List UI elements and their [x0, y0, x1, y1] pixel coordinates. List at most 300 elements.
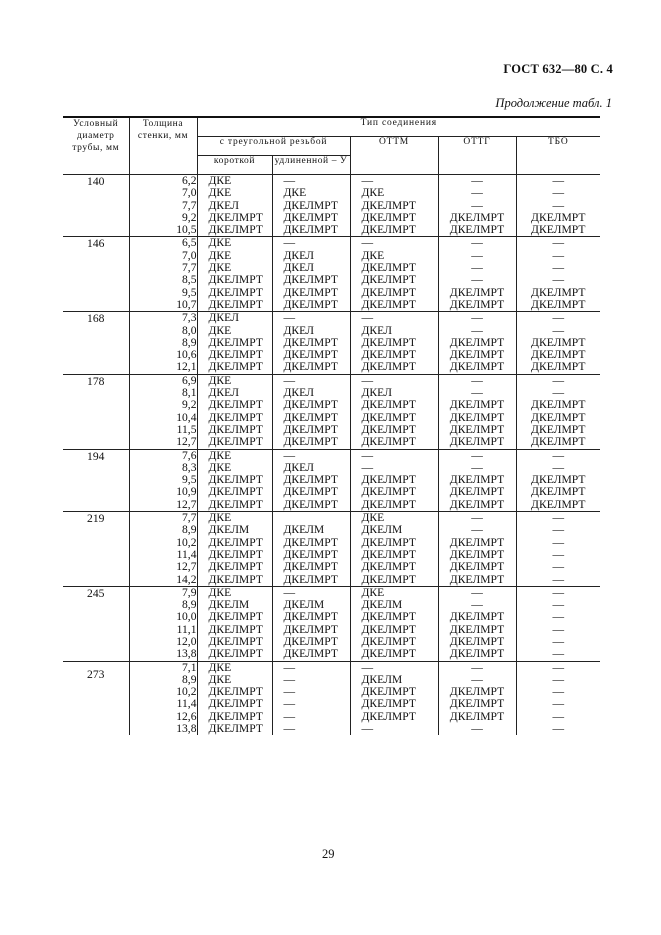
cell-line: ДКЕЛМРТ — [283, 647, 338, 661]
cell-line: ДКЕЛМРТ — [208, 622, 263, 636]
cell-line: ДКЕЛМРТ — [208, 709, 263, 723]
cell-ottg — [438, 512, 516, 587]
cell-line: ДКЕ — [361, 511, 385, 525]
cell-line: — — [471, 448, 483, 462]
cell-line: ДКЕЛМРТ — [208, 497, 263, 511]
cell-line: 8,9 — [182, 523, 197, 537]
cell-short — [197, 237, 272, 312]
cell-line: 8,5 — [182, 273, 197, 287]
page-number: 29 — [322, 847, 335, 861]
cell-line: ДКЕЛМРТ — [361, 398, 416, 412]
cell-ottm — [350, 512, 438, 587]
cell-tbo — [516, 449, 600, 511]
cell-line: ДКЕЛМРТ — [283, 335, 338, 349]
cell-line: — — [283, 448, 296, 462]
cell-line: ДКЕЛМРТ — [531, 473, 586, 487]
cell-line: ДКЕЛМРТ — [208, 560, 263, 574]
cell-ottm — [350, 374, 438, 449]
cell-line: ДКЕ — [361, 186, 385, 200]
cell-line: ДКЕ — [208, 585, 232, 599]
cell-line: 8,9 — [182, 598, 197, 612]
cell-line: — — [361, 722, 374, 736]
cell-line: 6,5 — [182, 236, 197, 250]
cell-line: ДКЕЛМРТ — [361, 685, 416, 699]
column-header-thickness: Толщина стенки, мм — [129, 117, 197, 175]
cell-line: ДКЕЛМРТ — [283, 560, 338, 574]
cell-line: 7,9 — [182, 585, 197, 599]
cell-line: ДКЕЛ — [208, 311, 239, 325]
cell-line: ДКЕЛМРТ — [361, 697, 416, 711]
cell-line: — — [471, 460, 483, 474]
cell-line: — — [552, 448, 565, 462]
cell-extended — [272, 586, 350, 661]
cell-thickness — [129, 449, 197, 511]
cell-line: ДКЕ — [208, 186, 232, 200]
cell-line: — — [552, 186, 565, 200]
cell-tbo — [516, 237, 600, 312]
cell-ottg — [438, 312, 516, 374]
cell-line: — — [283, 373, 296, 387]
cell-line: 13,8 — [176, 647, 197, 661]
cell-line: ДКЕЛМРТ — [361, 198, 416, 212]
table-row-group — [63, 312, 600, 374]
cell-line: ДКЕЛМ — [208, 598, 250, 612]
cell-line: — — [283, 722, 296, 736]
cell-line: — — [552, 535, 565, 549]
cell-line: ДКЕЛМРТ — [531, 422, 586, 436]
cell-line: 8,0 — [182, 323, 197, 337]
cell-line: — — [552, 261, 565, 275]
cell-line: ДКЕЛМ — [361, 598, 403, 612]
table-row — [63, 586, 600, 661]
cell-line: ДКЕЛМРТ — [361, 261, 416, 275]
cell-line: ДКЕ — [208, 672, 232, 686]
cell-line: ДКЕЛМРТ — [208, 435, 263, 449]
cell-line: ДКЕ — [208, 174, 232, 187]
cell-line: — — [552, 460, 565, 474]
pipe-connection-table — [63, 116, 600, 735]
cell-short — [197, 175, 272, 237]
cell-line: — — [283, 660, 296, 674]
cell-line: — — [471, 373, 483, 387]
cell-line: ДКЕЛМРТ — [449, 497, 505, 511]
cell-line: ДКЕЛМРТ — [283, 198, 338, 212]
cell-ottg — [438, 661, 516, 735]
cell-line: ДКЕЛМ — [208, 523, 250, 537]
cell-line: — — [552, 647, 565, 661]
cell-line: 12,0 — [176, 634, 197, 648]
cell-line: 6,9 — [182, 373, 197, 387]
cell-line: ДКЕЛМРТ — [449, 210, 505, 224]
cell-line: ДКЕЛ — [208, 198, 239, 212]
cell-line: 11,4 — [176, 547, 197, 561]
cell-line: 10,9 — [176, 485, 197, 499]
cell-line: ДКЕЛМРТ — [283, 622, 338, 636]
cell-line: ДКЕЛМРТ — [361, 497, 416, 511]
cell-thickness — [129, 312, 197, 374]
cell-line: — — [471, 523, 483, 537]
cell-ottm — [350, 586, 438, 661]
cell-line: ДКЕЛМРТ — [531, 485, 586, 499]
cell-line: 7,1 — [182, 660, 197, 674]
cell-tbo — [516, 175, 600, 237]
cell-line: ДКЕЛМРТ — [449, 360, 505, 374]
cell-line: ДКЕЛМРТ — [361, 709, 416, 723]
cell-line: 10,5 — [176, 223, 197, 237]
cell-line: 7,6 — [182, 448, 197, 462]
cell-line: ДКЕ — [208, 248, 232, 262]
cell-line: ДКЕЛМРТ — [449, 473, 505, 487]
cell-line: — — [552, 248, 565, 262]
cell-extended — [272, 449, 350, 511]
cell-line: — — [552, 685, 565, 699]
cell-line: ДКЕЛМРТ — [283, 422, 338, 436]
cell-line: — — [471, 386, 483, 400]
table-row-group — [63, 586, 600, 661]
cell-line: ДКЕЛМРТ — [361, 547, 416, 561]
cell-line: ДКЕЛМРТ — [449, 647, 505, 661]
cell-tbo — [516, 312, 600, 374]
cell-line: 7,7 — [182, 261, 197, 275]
cell-line: — — [552, 709, 565, 723]
cell-line: — — [552, 697, 565, 711]
cell-line: 11,4 — [176, 697, 197, 711]
table-row — [63, 237, 600, 312]
table-row-group — [63, 374, 600, 449]
cell-line: ДКЕЛМРТ — [449, 297, 505, 311]
table-continuation-caption: Продолжение табл. 1 — [495, 96, 612, 110]
cell-thickness — [129, 661, 197, 735]
cell-line: ДКЕЛМ — [283, 598, 325, 612]
cell-line: 12,7 — [176, 560, 197, 574]
cell-line: ДКЕ — [208, 323, 232, 337]
cell-line: ДКЕЛМ — [361, 672, 403, 686]
cell-line: 11,1 — [176, 622, 197, 636]
cell-extended — [272, 237, 350, 312]
cell-line: — — [552, 386, 565, 400]
cell-line: ДКЕЛМРТ — [531, 497, 586, 511]
cell-line: — — [361, 236, 374, 250]
cell-line: — — [552, 672, 565, 686]
cell-line: ДКЕЛМРТ — [449, 410, 505, 424]
cell-line: ДКЕЛМРТ — [449, 335, 505, 349]
cell-line: 9,2 — [182, 210, 197, 224]
cell-short — [197, 661, 272, 735]
cell-line: — — [471, 323, 483, 337]
cell-line: 13,8 — [176, 722, 197, 736]
cell-line: ДКЕЛМРТ — [361, 572, 416, 586]
cell-line: ДКЕЛМ — [361, 523, 403, 537]
cell-line: 7,7 — [182, 198, 197, 212]
cell-ottg — [438, 586, 516, 661]
cell-line: — — [552, 585, 565, 599]
cell-line: 10,2 — [176, 535, 197, 549]
cell-line: — — [552, 236, 565, 250]
cell-line: ДКЕЛМРТ — [361, 360, 416, 374]
cell-diameter: 146 — [63, 237, 129, 312]
cell-ottg — [438, 175, 516, 237]
cell-line: ДКЕЛМРТ — [361, 335, 416, 349]
cell-line: 10,7 — [176, 297, 197, 311]
cell-line: ДКЕЛМРТ — [361, 473, 416, 487]
cell-line: 7,3 — [182, 311, 197, 325]
cell-tbo — [516, 661, 600, 735]
cell-thickness — [129, 175, 197, 237]
cell-line: ДКЕЛМРТ — [283, 497, 338, 511]
cell-line: — — [552, 174, 565, 187]
cell-line: ДКЕ — [208, 448, 232, 462]
cell-extended — [272, 512, 350, 587]
cell-line: ДКЕЛМРТ — [283, 485, 338, 499]
cell-diameter: 245 — [63, 586, 129, 661]
cell-line: 10,4 — [176, 410, 197, 424]
cell-line: ДКЕЛМРТ — [208, 273, 263, 287]
cell-line: — — [361, 373, 374, 387]
cell-line: ДКЕЛМРТ — [449, 435, 505, 449]
cell-line: 8,9 — [182, 335, 197, 349]
cell-line: — — [471, 311, 483, 325]
cell-line: ДКЕЛМРТ — [531, 297, 586, 311]
table-row — [63, 312, 600, 374]
cell-line: ДКЕЛМРТ — [531, 210, 586, 224]
cell-line: 8,1 — [182, 386, 197, 400]
cell-line: 10,6 — [176, 348, 197, 362]
cell-line: 12,7 — [176, 497, 197, 511]
table-row-group — [63, 449, 600, 511]
cell-line: 12,1 — [176, 360, 197, 374]
cell-line: ДКЕЛМРТ — [449, 348, 505, 362]
cell-diameter: 219 — [63, 512, 129, 587]
cell-line: ДКЕЛМРТ — [283, 398, 338, 412]
cell-line: ДКЕЛМРТ — [283, 273, 338, 287]
cell-line: ДКЕЛ — [283, 386, 314, 400]
cell-line: ДКЕЛМРТ — [208, 398, 263, 412]
cell-line: ДКЕЛМРТ — [208, 410, 263, 424]
cell-line: — — [283, 709, 296, 723]
cell-line: 7,0 — [182, 248, 197, 262]
cell-diameter: 273 — [63, 661, 129, 735]
cell-line: ДКЕЛМРТ — [208, 547, 263, 561]
table-row — [63, 449, 600, 511]
cell-ottm — [350, 661, 438, 735]
cell-line: — — [471, 248, 483, 262]
cell-line: — — [283, 585, 296, 599]
cell-ottg — [438, 237, 516, 312]
cell-line: ДКЕЛМРТ — [361, 560, 416, 574]
cell-line: ДКЕЛМРТ — [208, 285, 263, 299]
cell-line: 9,2 — [182, 398, 197, 412]
cell-line: ДКЕЛМРТ — [361, 297, 416, 311]
cell-line: — — [471, 186, 483, 200]
cell-line: ДКЕЛМРТ — [361, 622, 416, 636]
cell-line: ДКЕЛМРТ — [531, 285, 586, 299]
cell-short — [197, 512, 272, 587]
cell-line: — — [361, 174, 374, 187]
cell-line: 7,7 — [182, 511, 197, 525]
cell-line: 6,2 — [182, 174, 197, 187]
cell-line: ДКЕЛМРТ — [531, 348, 586, 362]
cell-line: ДКЕ — [208, 460, 232, 474]
cell-ottm — [350, 237, 438, 312]
cell-line: ДКЕЛМРТ — [283, 547, 338, 561]
cell-tbo — [516, 512, 600, 587]
cell-line: — — [552, 373, 565, 387]
cell-line: 11,5 — [176, 422, 197, 436]
cell-line: ДКЕЛМРТ — [283, 535, 338, 549]
table-row-group — [63, 237, 600, 312]
cell-line: ДКЕЛМРТ — [208, 223, 263, 237]
cell-diameter: 194 — [63, 449, 129, 511]
cell-line: ДКЕЛМРТ — [283, 634, 338, 648]
cell-extended — [272, 312, 350, 374]
cell-line: — — [552, 722, 565, 736]
cell-line: ДКЕЛМРТ — [449, 285, 505, 299]
cell-line: — — [471, 511, 483, 525]
cell-line: — — [471, 236, 483, 250]
cell-line: ДКЕЛМРТ — [449, 398, 505, 412]
cell-line: — — [283, 174, 296, 187]
document-header: ГОСТ 632—80 С. 4 — [503, 62, 613, 76]
cell-line: ДКЕЛМРТ — [449, 697, 505, 711]
cell-line: — — [552, 273, 565, 287]
cell-line: ДКЕЛМРТ — [208, 485, 263, 499]
cell-line: ДКЕЛМРТ — [283, 435, 338, 449]
cell-line: ДКЕЛМРТ — [283, 348, 338, 362]
cell-line: — — [361, 448, 374, 462]
cell-line: ДКЕ — [208, 511, 232, 525]
cell-line: — — [471, 672, 483, 686]
cell-short — [197, 312, 272, 374]
cell-short — [197, 586, 272, 661]
cell-line: ДКЕЛМРТ — [361, 410, 416, 424]
cell-extended — [272, 661, 350, 735]
cell-line: ДКЕЛМРТ — [361, 210, 416, 224]
cell-ottg — [438, 374, 516, 449]
cell-line: ДКЕЛМРТ — [531, 410, 586, 424]
cell-line: ДКЕЛМРТ — [531, 435, 586, 449]
cell-line: ДКЕЛМРТ — [208, 473, 263, 487]
cell-line: — — [361, 311, 374, 325]
cell-line: 8,9 — [182, 672, 197, 686]
cell-line: — — [471, 660, 483, 674]
cell-line: — — [552, 323, 565, 337]
cell-ottg — [438, 449, 516, 511]
cell-line: ДКЕЛ — [283, 248, 314, 262]
cell-line: ДКЕЛМРТ — [208, 685, 263, 699]
cell-line: ДКЕЛМРТ — [361, 634, 416, 648]
cell-line: ДКЕЛМРТ — [208, 634, 263, 648]
cell-line: 12,7 — [176, 435, 197, 449]
cell-line: — — [552, 634, 565, 648]
cell-line: — — [552, 547, 565, 561]
cell-line: ДКЕ — [208, 236, 232, 250]
cell-line: — — [552, 610, 565, 624]
cell-line: — — [552, 311, 565, 325]
table-row — [63, 512, 600, 587]
cell-line: ДКЕЛМРТ — [449, 572, 505, 586]
cell-line: 10,0 — [176, 610, 197, 624]
cell-ottm — [350, 175, 438, 237]
cell-line: — — [283, 311, 296, 325]
cell-line: — — [471, 585, 483, 599]
cell-line: ДКЕ — [361, 248, 385, 262]
cell-line: — — [471, 261, 483, 275]
cell-line: ДКЕЛМРТ — [531, 398, 586, 412]
cell-diameter: 178 — [63, 374, 129, 449]
cell-line: 9,5 — [182, 285, 197, 299]
cell-line: ДКЕЛМРТ — [283, 210, 338, 224]
cell-line: — — [552, 572, 565, 586]
cell-line: ДКЕЛМРТ — [283, 572, 338, 586]
cell-line: ДКЕЛМРТ — [208, 722, 263, 736]
cell-tbo — [516, 374, 600, 449]
cell-line: ДКЕЛ — [208, 386, 239, 400]
cell-thickness — [129, 237, 197, 312]
table-row — [63, 374, 600, 449]
cell-line: — — [283, 697, 296, 711]
cell-line: — — [552, 560, 565, 574]
cell-line: ДКЕЛ — [283, 261, 314, 275]
column-header-tbo: ТБО — [516, 137, 600, 175]
table-row — [63, 175, 600, 237]
cell-extended — [272, 175, 350, 237]
cell-line: ДКЕЛМРТ — [361, 647, 416, 661]
cell-thickness — [129, 512, 197, 587]
column-header-triangular-thread: с треугольной резьбой — [197, 137, 350, 156]
cell-line: ДКЕЛМРТ — [208, 572, 263, 586]
column-header-extended: удлиненной – У — [272, 156, 350, 175]
cell-extended — [272, 374, 350, 449]
cell-line: ДКЕЛМРТ — [449, 560, 505, 574]
cell-line: ДКЕЛМРТ — [361, 273, 416, 287]
cell-line: ДКЕЛМРТ — [361, 610, 416, 624]
cell-line: ДКЕЛМРТ — [531, 335, 586, 349]
cell-line: ДКЕЛМРТ — [449, 547, 505, 561]
cell-ottm — [350, 449, 438, 511]
cell-line: ДКЕЛМРТ — [208, 348, 263, 362]
cell-line: ДКЕЛМРТ — [449, 422, 505, 436]
cell-line: ДКЕЛ — [283, 460, 314, 474]
column-header-short: короткой — [197, 156, 272, 175]
cell-line: ДКЕЛМРТ — [361, 535, 416, 549]
cell-short — [197, 374, 272, 449]
cell-line: ДКЕЛМРТ — [361, 485, 416, 499]
cell-line: ДКЕЛМРТ — [449, 535, 505, 549]
column-header-ottg: ОТТГ — [438, 137, 516, 175]
table-row-group — [63, 661, 600, 735]
cell-line: ДКЕЛМРТ — [449, 685, 505, 699]
cell-line: ДКЕЛМРТ — [449, 622, 505, 636]
cell-line: ДКЕЛМРТ — [449, 634, 505, 648]
cell-line: ДКЕЛМРТ — [283, 360, 338, 374]
cell-line: 12,6 — [176, 709, 197, 723]
cell-line: ДКЕЛМРТ — [449, 709, 505, 723]
cell-line: ДКЕЛМРТ — [283, 473, 338, 487]
cell-diameter: 168 — [63, 312, 129, 374]
cell-line: ДКЕЛМРТ — [283, 610, 338, 624]
table-row — [63, 661, 600, 735]
cell-line: 10,2 — [176, 685, 197, 699]
cell-line: ДКЕЛМРТ — [208, 297, 263, 311]
cell-line: ДКЕЛМРТ — [283, 410, 338, 424]
cell-line: ДКЕЛМРТ — [531, 360, 586, 374]
cell-line: ДКЕ — [208, 373, 232, 387]
cell-line: ДКЕЛ — [361, 386, 392, 400]
cell-line: ДКЕЛМРТ — [208, 422, 263, 436]
cell-line: ДКЕЛМРТ — [283, 223, 338, 237]
cell-line: ДКЕЛМРТ — [208, 335, 263, 349]
cell-line: ДКЕЛМРТ — [361, 348, 416, 362]
